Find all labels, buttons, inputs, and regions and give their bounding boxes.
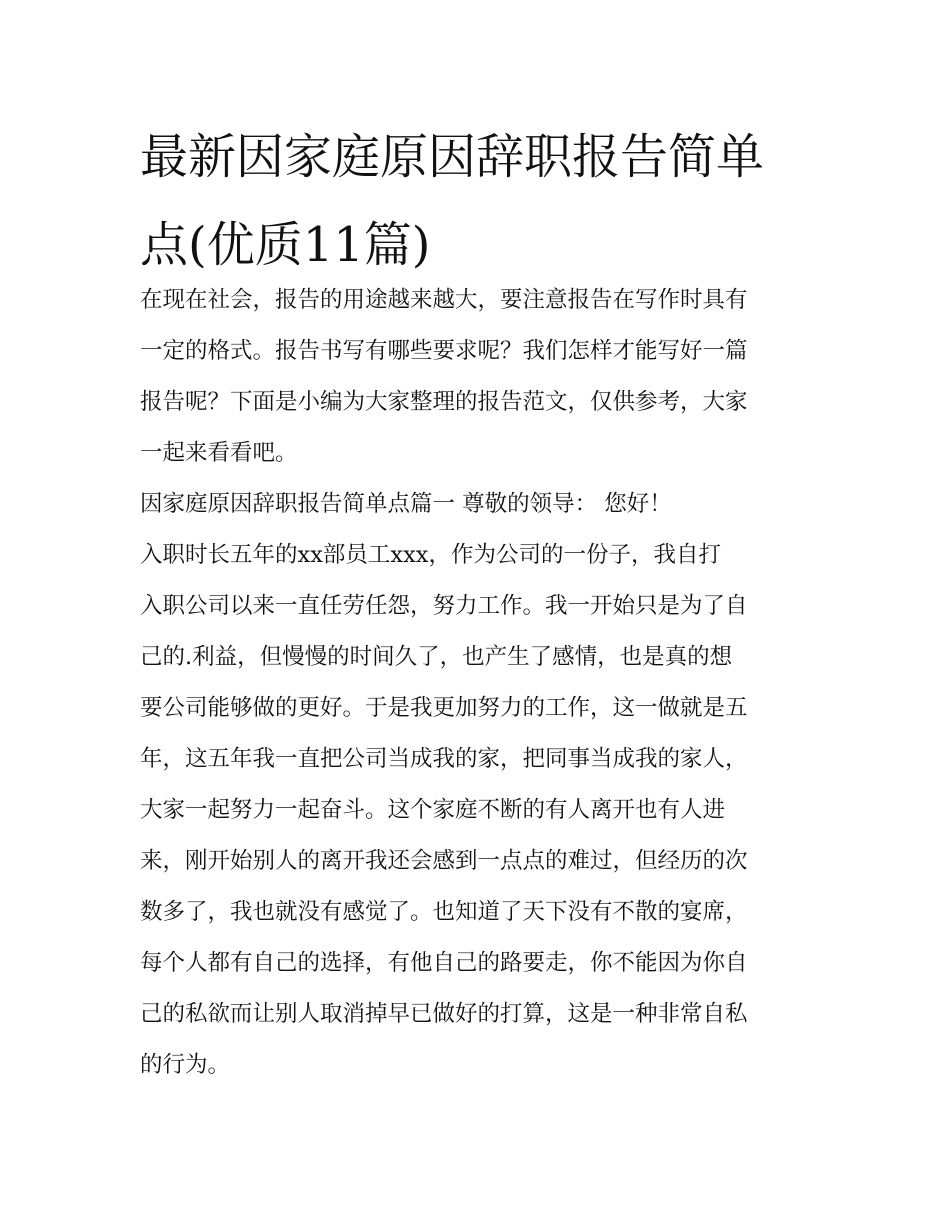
body-line: 己的私欲而让别人取消掉早已做好的打算，这是一种非常自私 <box>140 1001 748 1027</box>
document-body <box>140 275 830 1091</box>
body-line: 大家一起努力一起奋斗。这个家庭不断的有人离开也有人进 <box>140 797 726 823</box>
body-line: 己的.利益，但慢慢的时间久了，也产生了感情，也是真的想 <box>140 644 733 670</box>
body-line: 入职时长五年的xx部员工xxx，作为公司的一份子，我自打 <box>140 542 721 568</box>
title-line: 点(优质11篇) <box>140 217 431 273</box>
body-line: 要公司能够做的更好。于是我更加努力的工作，这一做就是五 <box>140 695 748 721</box>
title-line: 最新因家庭原因辞职报告简单 <box>140 129 765 185</box>
body-line: 在现在社会，报告的用途越来越大，要注意报告在写作时具有 <box>140 287 748 313</box>
body-line: 的行为。 <box>140 1052 231 1078</box>
body-line: 年，这五年我一直把公司当成我的家，把同事当成我的家人， <box>140 746 748 772</box>
body-line: 一起来看看吧。 <box>140 440 298 466</box>
body-line: 数多了，我也就没有感觉了。也知道了天下没有不散的宴席， <box>140 899 748 925</box>
body-line: 入职公司以来一直任劳任怨，努力工作。我一开始只是为了自 <box>140 593 748 619</box>
section-heading-line: 因家庭原因辞职报告简单点篇一 尊敬的领导： 您好！ <box>140 491 672 517</box>
body-line: 报告呢？下面是小编为大家整理的报告范文，仅供参考，大家 <box>140 389 748 415</box>
body-line: 来，刚开始别人的离开我还会感到一点点的难过，但经历的次 <box>140 848 748 874</box>
body-line: 一定的格式。报告书写有哪些要求呢？我们怎样才能写好一篇 <box>140 338 748 364</box>
document-title <box>140 113 830 289</box>
body-line: 每个人都有自己的选择，有他自己的路要走，你不能因为你自 <box>140 950 748 976</box>
